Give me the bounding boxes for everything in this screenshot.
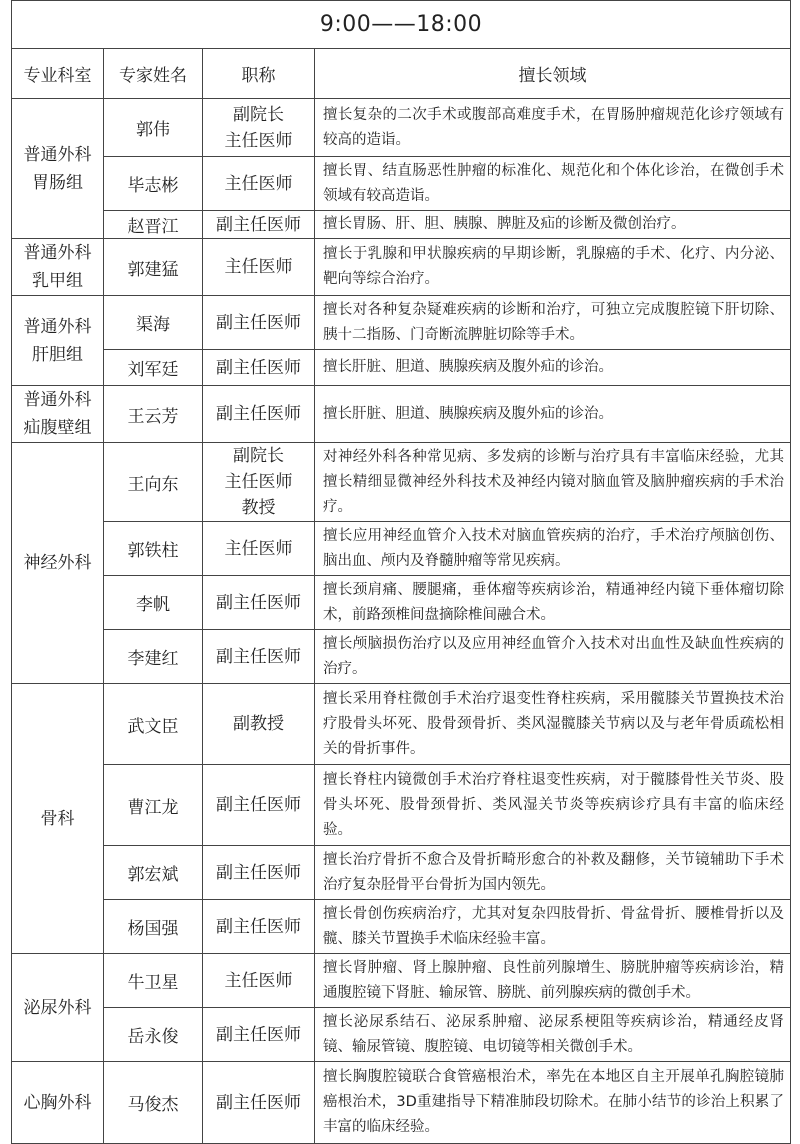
expert-name: 武文臣: [104, 684, 203, 765]
expert-title: [203, 522, 315, 576]
expert-specialty: 擅长应用神经血管介入技术对脑血管疾病的治疗，手术治疗颅脑创伤、脑出血、颅内及脊髓肿瘤等常见疾病。: [315, 522, 791, 576]
expert-specialty: 擅长胃、结直肠恶性肿瘤的标准化、规范化和个体化诊治，在微创手术领域有较高造诣。: [315, 157, 791, 211]
expert-specialty: 擅长脊柱内镜微创手术治疗脊柱退变性疾病，对于髋膝骨性关节炎、股骨头坏死、股骨颈骨折、类风湿关节炎等疾病诊疗具有丰富的临床经验。: [315, 765, 791, 846]
expert-specialty: 擅长于乳腺和甲状腺疾病的早期诊断，乳腺癌的手术、化疗、内分泌、靶向等综合治疗。: [315, 239, 791, 296]
expert-specialty: 对神经外科各种常见病、多发病的诊断与治疗具有丰富临床经验，尤其擅长精细显微神经外科技术及神经内镜对脑血管及脑肿瘤疾病的手术治疗。: [315, 443, 791, 522]
header-expert-name: 专家姓名: [104, 49, 203, 99]
title-line: 副主任医师: [216, 1092, 301, 1113]
department-name-line: 乳甲组: [32, 271, 83, 291]
expert-title: [203, 350, 315, 386]
table-row: [12, 522, 791, 576]
expert-specialty: 擅长颈肩痛、腰腿痛，垂体瘤等疾病诊治，精通神经内镜下垂体瘤切除术，前路颈椎间盘摘除椎间融合术。: [315, 576, 791, 630]
department-name-line: 泌尿外科: [23, 997, 92, 1018]
table-body: [12, 99, 791, 1144]
expert-title: [203, 1008, 315, 1062]
expert-name: 毕志彬: [104, 157, 203, 211]
expert-name: 郭铁柱: [104, 522, 203, 576]
expert-schedule-table: [11, 0, 791, 1144]
expert-title: [203, 157, 315, 211]
expert-specialty: 擅长泌尿系结石、泌尿系肿瘤、泌尿系梗阻等疾病诊治，精通经皮肾镜、输尿管镜、腹腔镜、电切镜等相关微创手术。: [315, 1008, 791, 1062]
title-line: 副院长: [233, 104, 284, 125]
title-line: 副院长: [233, 446, 284, 466]
department-name-line: 普通外科: [23, 243, 92, 263]
expert-name: 岳永俊: [104, 1008, 203, 1062]
expert-title: [203, 954, 315, 1008]
table-row: [12, 99, 791, 157]
department-name-line: 疝腹壁组: [23, 418, 92, 438]
expert-name: 王云芳: [104, 386, 203, 443]
title-line: 主任医师: [224, 173, 293, 194]
expert-name: 李建红: [104, 630, 203, 684]
department-cell: [12, 386, 104, 443]
title-line: 副主任医师: [216, 862, 301, 883]
expert-title: [203, 296, 315, 350]
expert-specialty: 擅长肾肿瘤、肾上腺肿瘤、良性前列腺增生、膀胱肿瘤等疾病诊治，精通腹腔镜下肾脏、输尿管、膀胱、前列腺疾病的微创手术。: [315, 954, 791, 1008]
header-title: 职称: [203, 49, 315, 99]
department-name-line: 骨科: [40, 808, 75, 829]
expert-title: [203, 1062, 315, 1144]
title-line: 副主任医师: [216, 646, 301, 667]
table-row: [12, 239, 791, 296]
expert-title: [203, 239, 315, 296]
title-line: 副主任医师: [216, 357, 301, 378]
title-line: 副主任医师: [216, 404, 301, 424]
department-name-line: 肝胆组: [32, 344, 83, 365]
title-line: 副主任医师: [216, 214, 301, 235]
expert-specialty: 擅长肝脏、胆道、胰腺疾病及腹外疝的诊治。: [315, 350, 791, 386]
title-line: 副主任医师: [216, 795, 301, 815]
department-cell: [12, 99, 104, 239]
expert-title: [203, 765, 315, 846]
expert-name: 牛卫星: [104, 954, 203, 1008]
department-name-line: 普通外科: [23, 144, 92, 165]
title-line: 副主任医师: [216, 916, 301, 937]
title-line: 副主任医师: [216, 1024, 301, 1045]
expert-name: 渠海: [104, 296, 203, 350]
table-row: [12, 765, 791, 846]
title-line: 副教授: [233, 714, 284, 734]
expert-name: 马俊杰: [104, 1062, 203, 1144]
expert-title: [203, 443, 315, 522]
expert-specialty: 擅长肝脏、胆道、胰腺疾病及腹外疝的诊治。: [315, 386, 791, 443]
table-row: [12, 296, 791, 350]
expert-name: 李帆: [104, 576, 203, 630]
expert-title: [203, 99, 315, 157]
department-cell: [12, 684, 104, 954]
department-name-line: 胃肠组: [32, 172, 83, 193]
table-row: [12, 900, 791, 954]
time-range: 9:00——18:00: [12, 1, 791, 49]
expert-title: [203, 846, 315, 900]
header-department: 专业科室: [12, 49, 104, 99]
table-row: [12, 211, 791, 239]
expert-specialty: 擅长胸腹腔镜联合食管癌根治术，率先在本地区自主开展单孔胸腔镜肺癌根治术，3D重建指导下精准肺段切除术。在肺小结节的诊治上积累了丰富的临床经验。: [315, 1062, 791, 1144]
department-name-line: 心胸外科: [23, 1092, 92, 1113]
expert-name: 曹江龙: [104, 765, 203, 846]
table-row: [12, 443, 791, 522]
time-row: [12, 1, 791, 49]
table-row: [12, 350, 791, 386]
expert-title: [203, 386, 315, 443]
expert-name: 郭宏斌: [104, 846, 203, 900]
table-row: [12, 630, 791, 684]
department-cell: [12, 954, 104, 1062]
table-row: [12, 1008, 791, 1062]
title-line: 主任医师: [224, 257, 293, 277]
table-row: [12, 576, 791, 630]
expert-specialty: 擅长骨创伤疾病治疗，尤其对复杂四肢骨折、骨盆骨折、腰椎骨折以及髋、膝关节置换手术临床经验丰富。: [315, 900, 791, 954]
expert-title: [203, 900, 315, 954]
department-cell: [12, 1062, 104, 1144]
department-name-line: 神经外科: [23, 553, 92, 573]
title-line: 副主任医师: [216, 592, 301, 613]
table-row: [12, 954, 791, 1008]
department-cell: [12, 239, 104, 296]
title-line: 主任医师: [224, 970, 293, 991]
expert-specialty: 擅长对各种复杂疑难疾病的诊断和治疗，可独立完成腹腔镜下肝切除、胰十二指肠、门奇断流脾脏切除等手术。: [315, 296, 791, 350]
expert-specialty: 擅长胃肠、肝、胆、胰腺、脾脏及疝的诊断及微创治疗。: [315, 211, 791, 239]
expert-title: [203, 684, 315, 765]
expert-name: 郭建猛: [104, 239, 203, 296]
expert-specialty: 擅长采用脊柱微创手术治疗退变性脊柱疾病，采用髋膝关节置换技术治疗股骨头坏死、股骨颈骨折、类风湿髋膝关节病以及与老年骨质疏松相关的骨折事件。: [315, 684, 791, 765]
table-row: [12, 684, 791, 765]
title-line: 教授: [241, 498, 276, 518]
table-row: [12, 1062, 791, 1144]
expert-title: [203, 211, 315, 239]
expert-specialty: 擅长颅脑损伤治疗以及应用神经血管介入技术对出血性及缺血性疾病的治疗。: [315, 630, 791, 684]
table-row: [12, 157, 791, 211]
table-row: [12, 846, 791, 900]
expert-name: 郭伟: [104, 99, 203, 157]
expert-title: [203, 630, 315, 684]
expert-name: 赵晋江: [104, 211, 203, 239]
title-line: 主任医师: [224, 130, 293, 151]
title-line: 主任医师: [224, 472, 293, 492]
department-cell: [12, 296, 104, 386]
department-name-line: 普通外科: [23, 390, 92, 410]
title-line: 主任医师: [224, 538, 293, 559]
expert-name: 杨国强: [104, 900, 203, 954]
title-line: 副主任医师: [216, 312, 301, 333]
expert-specialty: 擅长治疗骨折不愈合及骨折畸形愈合的补救及翻修，关节镜辅助下手术治疗复杂胫骨平台骨折为国内领先。: [315, 846, 791, 900]
expert-specialty: 擅长复杂的二次手术或腹部高难度手术，在胃肠肿瘤规范化诊疗领域有较高的造诣。: [315, 99, 791, 157]
header-specialty: 擅长领域: [315, 49, 791, 99]
expert-name: 刘军廷: [104, 350, 203, 386]
header-row: [12, 49, 791, 99]
expert-title: [203, 576, 315, 630]
department-name-line: 普通外科: [23, 316, 92, 337]
expert-name: 王向东: [104, 443, 203, 522]
table-row: [12, 386, 791, 443]
department-cell: [12, 443, 104, 684]
